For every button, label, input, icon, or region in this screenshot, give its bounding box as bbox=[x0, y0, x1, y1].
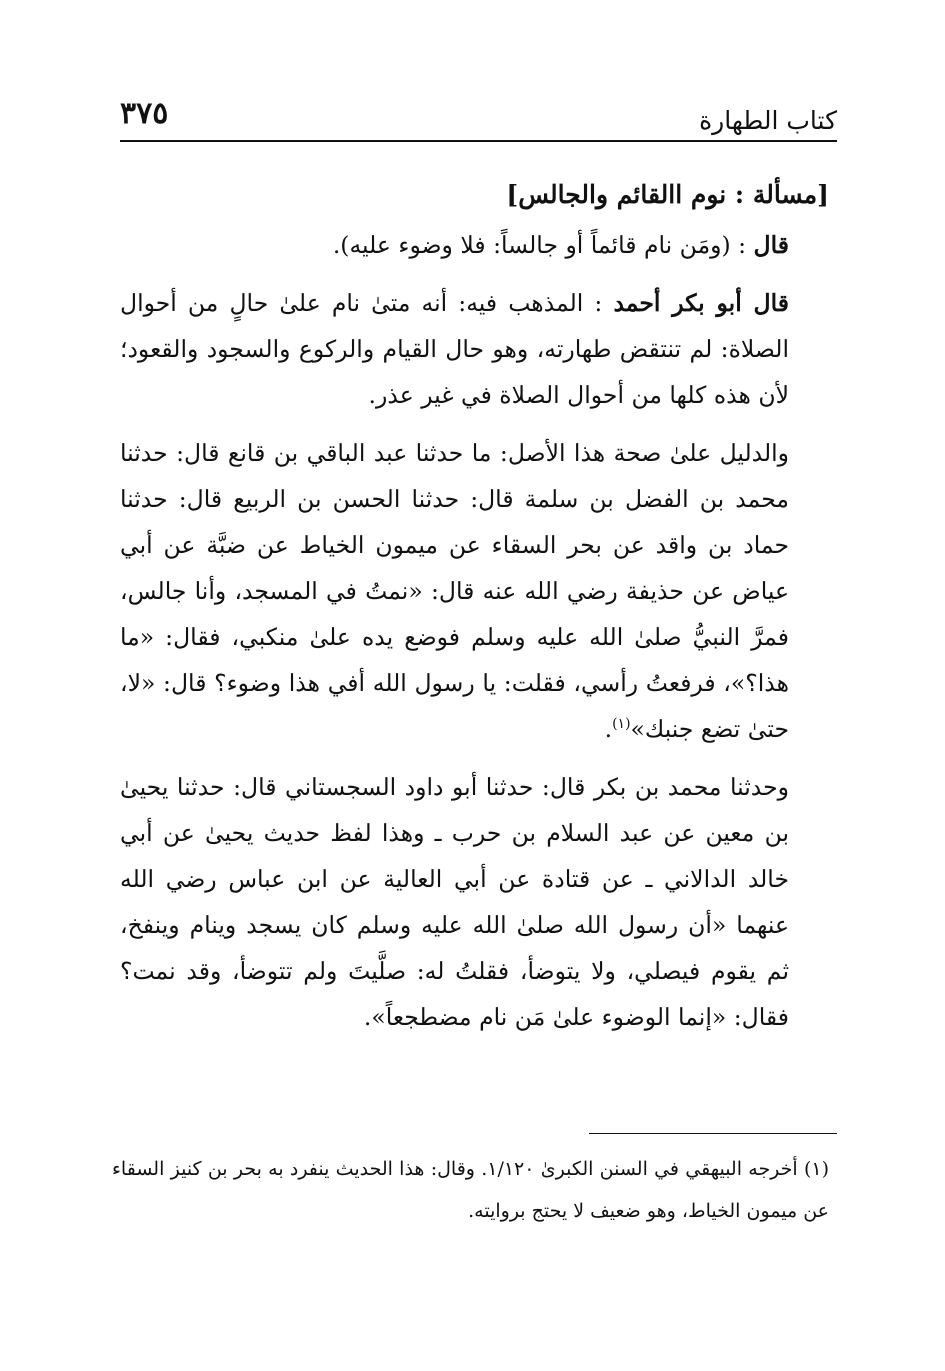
page-number: ٣٧٥ bbox=[120, 96, 169, 131]
running-title: كتاب الطهارة bbox=[699, 106, 837, 135]
main-text bbox=[120, 172, 837, 1040]
author-label: قال أبو بكر أحمد bbox=[613, 289, 790, 317]
paragraph-4 bbox=[120, 764, 837, 1040]
speaker-label: قال bbox=[753, 231, 789, 259]
paragraph-1-text: : (ومَن نام قائماً أو جالساً: فلا وضوء عليه). bbox=[332, 231, 754, 259]
paragraph-4-text: وحدثنا محمد بن بكر قال: حدثنا أبو داود السجستاني قال: حدثنا يحيىٰ بن معين عن عبد السلام بن حرب ـ وهذا لفظ حديث يحيىٰ عن أبي خالد الدالاني ـ عن قتادة عن أبي العالية عن ابن عباس رضي الله عنهما «أن رسول الله صلىٰ الله عليه وسلم كان يسجد وينام وينفخ، ثم يقوم فيصلي، ولا يتوضأ، فقلتُ له: صلَّيتَ ولم تتوضأ، وقد نمت؟ فقال: «إنما الوضوء علىٰ مَن نام مضطجعاً». bbox=[120, 773, 789, 1031]
page-header bbox=[120, 92, 837, 142]
footnote-reference: (١) bbox=[612, 716, 631, 733]
footnote-1: (١) أخرجه البيهقي في السنن الكبرىٰ ١/١٢٠. وقال: هذا الحديث ينفرد به بحر بن كنيز السقاء عن ميمون الخياط، وهو ضعيف لا يحتج بروايته. bbox=[112, 1158, 829, 1222]
paragraph-3 bbox=[120, 430, 837, 752]
footnotes bbox=[112, 1148, 837, 1232]
paragraph-3-text: والدليل علىٰ صحة هذا الأصل: ما حدثنا عبد الباقي بن قانع قال: حدثنا محمد بن الفضل بن سلمة قال: حدثنا الحسن بن الربيع قال: حدثنا حماد بن واقد عن بحر السقاء عن ميمون الخياط عن ضبَّة عن أبي عياض عن حذيفة رضي الله عنه قال: «نمتُ في المسجد، وأنا جالس، فمرَّ النبيُّ صلىٰ الله عليه وسلم فوضع يده علىٰ منكبي، فقال: «ما هذا؟»، فرفعتُ رأسي، فقلت: يا رسول الله أفي هذا وضوء؟ قال: «لا، حتىٰ تضع جنبك» bbox=[120, 439, 789, 743]
paragraph-3-end: . bbox=[604, 715, 613, 743]
section-heading: [مسألة : نوم االقائم والجالس] bbox=[506, 180, 829, 209]
paragraph-2 bbox=[120, 280, 837, 418]
paragraph-1 bbox=[120, 222, 837, 268]
footnote-separator bbox=[589, 1133, 837, 1134]
paragraph-2-text: : المذهب فيه: أنه متىٰ نام علىٰ حالٍ من أحوال الصلاة: لم تنتقض طهارته، وهو حال القيام والركوع والسجود والقعود؛ لأن هذه كلها من أحوال الصلاة في غير عذر. bbox=[120, 289, 789, 409]
